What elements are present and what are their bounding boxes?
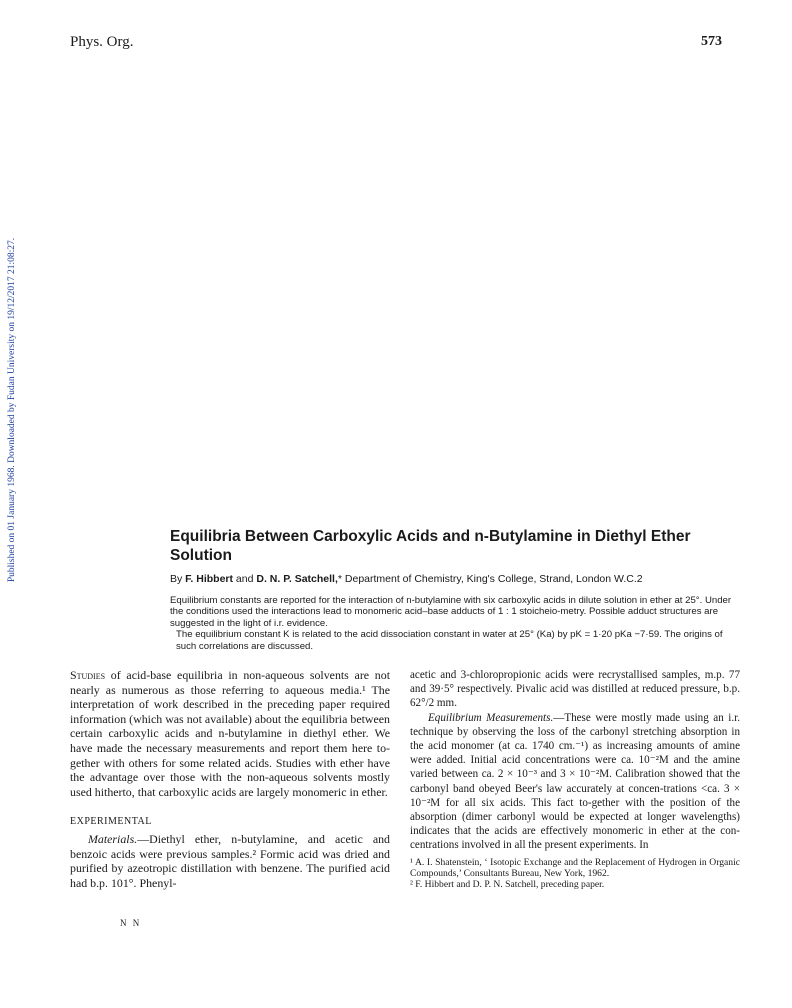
affiliation: * Department of Chemistry, King's College, Strand, London W.C.2 <box>337 573 643 585</box>
right-column <box>410 668 740 891</box>
page-number: 573 <box>701 34 722 49</box>
materials-label: Materials. <box>88 831 138 846</box>
author-line <box>170 572 740 586</box>
equilibrium-text: —These were mostly made using an i.r. technique by observing the loss of the carbonyl stretching absorption in the acid monomer (at ca. 1740 cm.⁻¹) as increasing amounts of amine were added. Initial acid concentrations were ca. 10⁻²M and the amine varied between ca. 2 × 10⁻³ and 3 × 10⁻²M. Calibration showed that the carbonyl band obeyed Beer's law accurately at concen-trations <ca. 3 × 10⁻²M for all six acids. This fact to-gether with the position of the absorption (dimer carbonyl would be expected at longer wavelengths) indicates that the acids are effectively monomeric in ether at the con-centrations involved in all the present experiments. In <box>410 711 740 852</box>
signature-mark: N N <box>120 918 142 928</box>
download-watermark[interactable] <box>4 210 20 610</box>
author-hibbert: F. Hibbert <box>185 573 234 585</box>
abstract-paragraph-2: The equilibrium constant K is related to the acid dissociation constant in water at 25° (Ka) by pK = 1·20 pKa −7·59. The origins of such correlations are discussed. <box>176 629 723 652</box>
authors-and: and <box>233 573 257 585</box>
abstract <box>170 595 740 652</box>
footnotes <box>410 857 740 891</box>
authors-prefix: By <box>170 573 186 585</box>
article-title: Equilibria Between Carboxylic Acids and n-Butylamine in Diethyl Ether Solution <box>170 528 691 564</box>
materials-text: —Diethyl ether, n-butylamine, and acetic and benzoic acids were previous samples.² Formic acid was dried and purified by azeotropic distillation with benzene. The purified acid had b.p. 101°. Phenyl- <box>70 831 390 890</box>
footnote-1: ¹ A. I. Shatenstein, ‘ Isotopic Exchange and the Replacement of Hydrogen in Organic Compounds,’ Consultants Bureau, New York, 1962. <box>410 856 740 880</box>
journal-name: Phys. Org. <box>70 34 134 50</box>
intro-paragraph <box>70 668 390 799</box>
abstract-paragraph-1: Equilibrium constants are reported for the interaction of n-butylamine with six carboxylic acids in dilute solution in ether at 25°. Under the conditions used the interactions lead to monomeric acid–base adducts of 1 : 1 stoicheio-metry. Possible adduct structures are suggested in the light of i.r. evidence. <box>170 595 732 629</box>
footnote-2: ² F. Hibbert and D. P. N. Satchell, preceding paper. <box>410 879 605 891</box>
author-satchell: D. N. P. Satchell, <box>256 573 338 585</box>
left-column <box>70 668 390 890</box>
materials-paragraph <box>70 832 390 890</box>
section-heading-experimental: EXPERIMENTAL <box>70 816 152 828</box>
materials-continued: acetic and 3-chloropropionic acids were recrystallised samples, m.p. 77 and 39·5° respectively. Pivalic acid was distilled at reduced pressure, b.p. 62°/2 mm. <box>410 669 740 710</box>
intro-lead-word: Studies <box>70 668 106 682</box>
download-watermark-text: Published on 01 January 1968. Downloaded by Fudan University on 19/12/2017 21:08:27. <box>7 237 17 583</box>
intro-text: of acid-base equilibria in non-aqueous solvents are not nearly as numerous as those referring to aqueous media.¹ The interpretation of work described in the preceding paper required information (which was not available) about the equilibria between certain carboxylic acids and n-butylamine in diethyl ether. We have made the necessary measurements and report them here to-gether with others for some related acids. Studies with ether have the advantage over those with the non-aqueous solvents mostly used hitherto, that carboxylic acids are largely monomeric in ether. <box>70 668 390 799</box>
equilibrium-paragraph <box>410 711 740 853</box>
equilibrium-label: Equilibrium Measurements. <box>428 711 554 724</box>
